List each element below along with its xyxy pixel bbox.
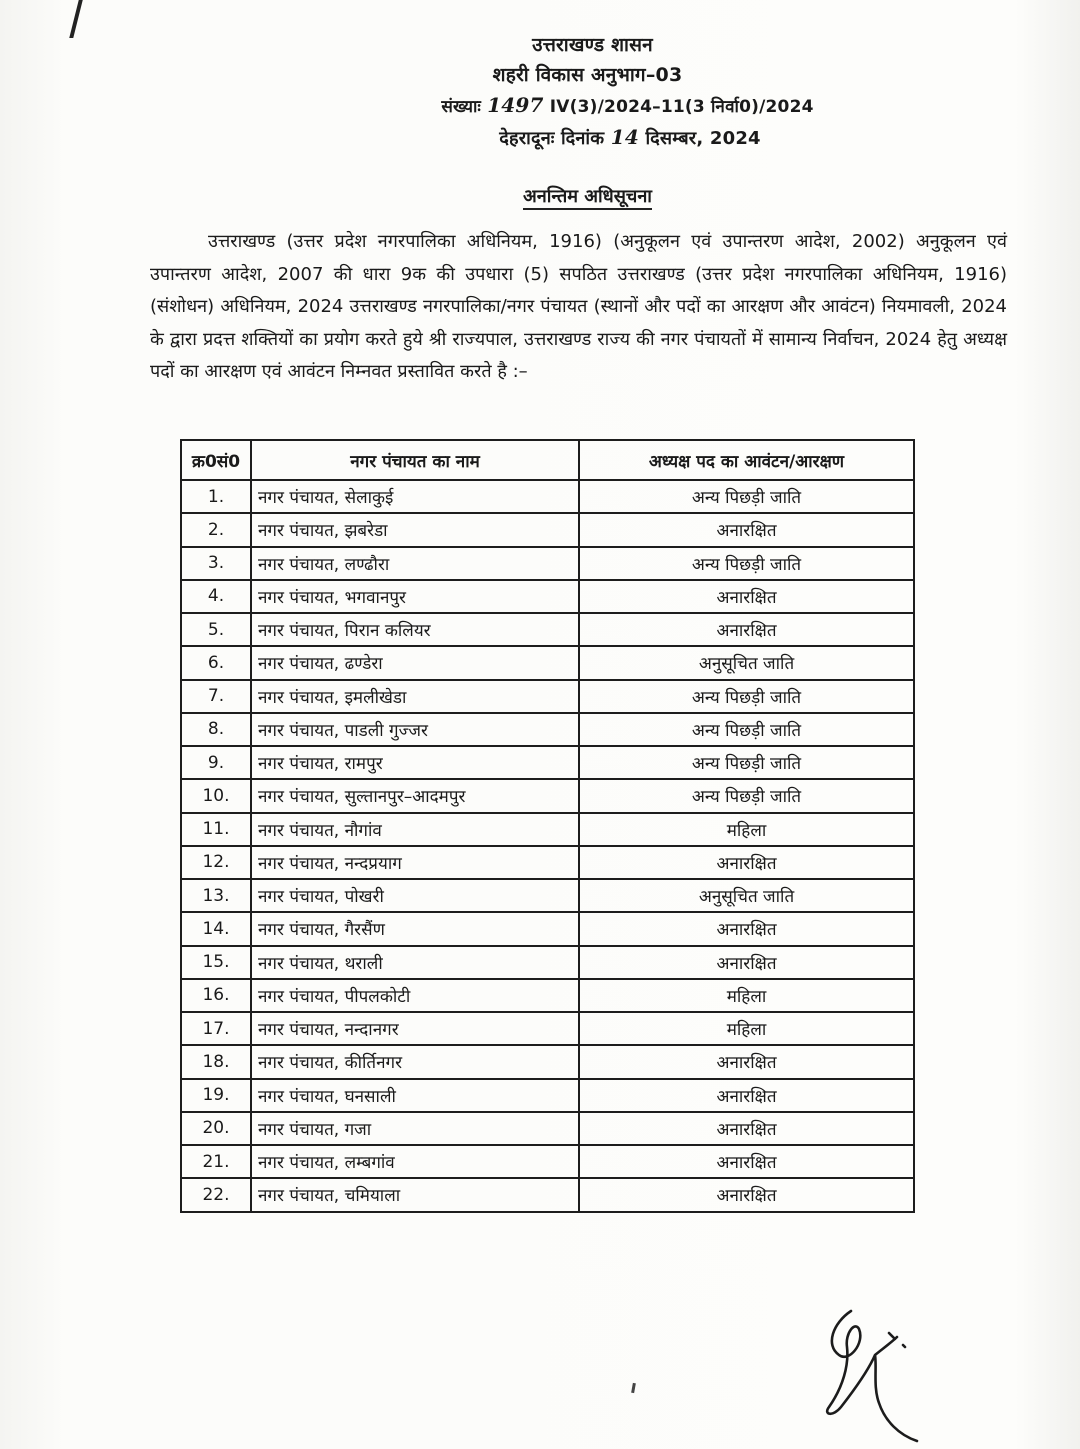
table-row xyxy=(181,912,914,945)
allocation-cell: अनुसूचित जाति xyxy=(579,879,914,912)
serial-cell: 3. xyxy=(181,547,251,580)
name-cell: नगर पंचायत, नन्दप्रयाग xyxy=(251,846,579,879)
table-row xyxy=(181,513,914,546)
allocation-cell: अनारक्षित xyxy=(579,946,914,979)
government-name: उत्तराखण्ड शासन xyxy=(532,34,653,56)
table-row xyxy=(181,813,914,846)
serial-cell: 17. xyxy=(181,1012,251,1045)
serial-cell: 2. xyxy=(181,513,251,546)
allocation-cell: अनारक्षित xyxy=(579,846,914,879)
name-cell: नगर पंचायत, चमियाला xyxy=(251,1178,579,1211)
name-cell: नगर पंचायत, नौगांव xyxy=(251,813,579,846)
header-name: नगर पंचायत का नाम xyxy=(251,440,579,480)
reference-number xyxy=(175,90,1080,122)
table-body xyxy=(181,480,914,1212)
allocation-cell: अनारक्षित xyxy=(579,1045,914,1078)
name-cell: नगर पंचायत, नन्दानगर xyxy=(251,1012,579,1045)
allocation-cell: अन्य पिछड़ी जाति xyxy=(579,713,914,746)
name-cell: नगर पंचायत, गैरसैंण xyxy=(251,912,579,945)
allocation-cell: अनुसूचित जाति xyxy=(579,646,914,679)
table-row xyxy=(181,846,914,879)
allocation-cell: अनारक्षित xyxy=(579,1079,914,1112)
allocation-cell: अन्य पिछड़ी जाति xyxy=(579,779,914,812)
allocation-cell: अनारक्षित xyxy=(579,912,914,945)
name-cell: नगर पंचायत, लम्बगांव xyxy=(251,1145,579,1178)
allocation-cell: अन्य पिछड़ी जाति xyxy=(579,480,914,513)
table-row xyxy=(181,713,914,746)
table-row xyxy=(181,1112,914,1145)
signature xyxy=(815,1303,925,1443)
notice-title xyxy=(0,184,1080,208)
table-row xyxy=(181,946,914,979)
table-row xyxy=(181,613,914,646)
serial-cell: 15. xyxy=(181,946,251,979)
document-date xyxy=(180,122,1080,154)
document-header xyxy=(0,30,1080,154)
serial-cell: 9. xyxy=(181,746,251,779)
serial-cell: 5. xyxy=(181,613,251,646)
header-allocation: अध्यक्ष पद का आवंटन/आरक्षण xyxy=(579,440,914,480)
allocation-cell: महिला xyxy=(579,979,914,1012)
stray-mark xyxy=(631,1383,636,1393)
table-row xyxy=(181,879,914,912)
serial-cell: 7. xyxy=(181,680,251,713)
serial-cell: 13. xyxy=(181,879,251,912)
date-prefix: देहरादूनः दिनांक xyxy=(499,128,605,149)
name-cell: नगर पंचायत, गजा xyxy=(251,1112,579,1145)
name-cell: नगर पंचायत, कीर्तिनगर xyxy=(251,1045,579,1078)
name-cell: नगर पंचायत, पिरान कलियर xyxy=(251,613,579,646)
table-row xyxy=(181,580,914,613)
name-cell: नगर पंचायत, लण्ढौरा xyxy=(251,547,579,580)
allocation-cell: अनारक्षित xyxy=(579,1112,914,1145)
table-row xyxy=(181,680,914,713)
name-cell: नगर पंचायत, ढण्डेरा xyxy=(251,646,579,679)
name-cell: नगर पंचायत, सुल्तानपुर–आदमपुर xyxy=(251,779,579,812)
serial-cell: 4. xyxy=(181,580,251,613)
allocation-cell: अन्य पिछड़ी जाति xyxy=(579,746,914,779)
body-paragraph xyxy=(150,226,1007,389)
table-row xyxy=(181,646,914,679)
reference-suffix: IV(3)/2024–11(3 निर्वा0)/2024 xyxy=(549,97,814,117)
allocation-cell: अन्य पिछड़ी जाति xyxy=(579,680,914,713)
name-cell: नगर पंचायत, झबरेडा xyxy=(251,513,579,546)
table-row xyxy=(181,547,914,580)
department-name: शहरी विकास अनुभाग–03 xyxy=(492,64,683,86)
allocation-cell: अनारक्षित xyxy=(579,1178,914,1211)
serial-cell: 12. xyxy=(181,846,251,879)
header-serial: क्र0सं0 xyxy=(181,440,251,480)
date-suffix: दिसम्बर, 2024 xyxy=(645,128,761,149)
serial-cell: 22. xyxy=(181,1178,251,1211)
serial-cell: 10. xyxy=(181,779,251,812)
name-cell: नगर पंचायत, भगवानपुर xyxy=(251,580,579,613)
serial-cell: 21. xyxy=(181,1145,251,1178)
body-text: उत्तराखण्ड (उत्तर प्रदेश नगरपालिका अधिनियम, 1916) (अनुकूलन एवं उपान्तरण आदेश, 2002) अनुकूलन एवं उपान्तरण आदेश, 2007 की धारा 9क की उपधारा (5) सपठित उत्तराखण्ड (उत्तर प्रदेश नगरपालिका अधिनियम, 1916) (संशोधन) अधिनियम, 2024 उत्तराखण्ड नगरपालिका/नगर पंचायत (स्थानों और पदों का आरक्षण और आवंटन) नियमावली, 2024 के द्वारा प्रदत्त शक्तियों का प्रयोग करते हुये श्री राज्यपाल, उत्तराखण्ड राज्य की नगर पंचायतों में सामान्य निर्वाचन, 2024 हेतु अध्यक्ष पदों का आरक्षण एवं आवंटन निम्नवत प्रस्तावित करते है :– xyxy=(150,231,1007,382)
serial-cell: 11. xyxy=(181,813,251,846)
table-row xyxy=(181,1045,914,1078)
name-cell: नगर पंचायत, पीपलकोटी xyxy=(251,979,579,1012)
allocation-cell: महिला xyxy=(579,813,914,846)
name-cell: नगर पंचायत, घनसाली xyxy=(251,1079,579,1112)
table-row xyxy=(181,1178,914,1211)
name-cell: नगर पंचायत, पोखरी xyxy=(251,879,579,912)
table-row xyxy=(181,779,914,812)
table-row xyxy=(181,1145,914,1178)
serial-cell: 20. xyxy=(181,1112,251,1145)
allocation-table xyxy=(180,439,915,1213)
serial-cell: 8. xyxy=(181,713,251,746)
table-row xyxy=(181,1012,914,1045)
serial-cell: 19. xyxy=(181,1079,251,1112)
serial-cell: 6. xyxy=(181,646,251,679)
table-row xyxy=(181,979,914,1012)
table-row xyxy=(181,746,914,779)
table-row xyxy=(181,480,914,513)
allocation-cell: अनारक्षित xyxy=(579,513,914,546)
name-cell: नगर पंचायत, सेलाकुई xyxy=(251,480,579,513)
serial-cell: 14. xyxy=(181,912,251,945)
name-cell: नगर पंचायत, इमलीखेडा xyxy=(251,680,579,713)
name-cell: नगर पंचायत, रामपुर xyxy=(251,746,579,779)
reference-prefix: संख्याः xyxy=(441,97,482,117)
allocation-cell: अनारक्षित xyxy=(579,613,914,646)
name-cell: नगर पंचायत, थराली xyxy=(251,946,579,979)
handwritten-date: 14 xyxy=(610,125,640,149)
serial-cell: 18. xyxy=(181,1045,251,1078)
serial-cell: 1. xyxy=(181,480,251,513)
handwritten-reference: 1497 xyxy=(487,93,544,117)
notice-title-text: अनन्तिम अधिसूचना xyxy=(523,186,652,210)
allocation-cell: अनारक्षित xyxy=(579,580,914,613)
name-cell: नगर पंचायत, पाडली गुज्जर xyxy=(251,713,579,746)
serial-cell: 16. xyxy=(181,979,251,1012)
table-header-row xyxy=(181,440,914,480)
table-row xyxy=(181,1079,914,1112)
allocation-cell: अनारक्षित xyxy=(579,1145,914,1178)
allocation-cell: अन्य पिछड़ी जाति xyxy=(579,547,914,580)
allocation-cell: महिला xyxy=(579,1012,914,1045)
